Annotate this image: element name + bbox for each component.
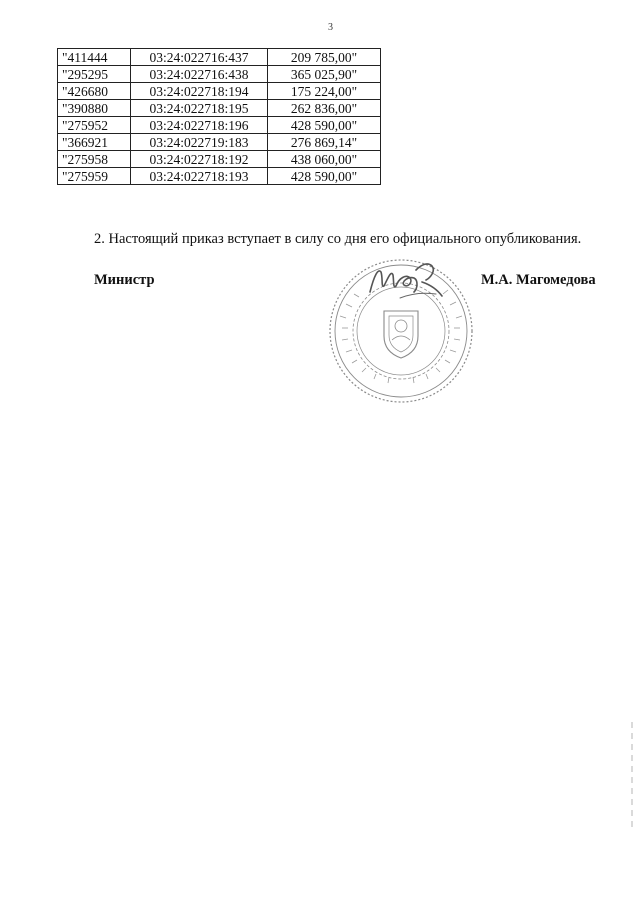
page-number: 3 — [328, 22, 333, 33]
table-row — [58, 151, 381, 168]
handwritten-signature-icon — [366, 258, 446, 304]
table-cell-id: "390880 — [58, 100, 131, 117]
table-cell-cadastral-number: 03:24:022718:195 — [131, 100, 268, 117]
table-cell-cadastral-number: 03:24:022718:193 — [131, 168, 268, 185]
table-cell-value: 262 836,00" — [268, 100, 381, 117]
table-cell-value: 428 590,00" — [268, 117, 381, 134]
cadastral-value-table — [57, 48, 381, 185]
table-row — [58, 134, 381, 151]
table-row — [58, 100, 381, 117]
table-cell-id: "426680 — [58, 83, 131, 100]
table-cell-value: 276 869,14" — [268, 134, 381, 151]
table-row — [58, 66, 381, 83]
table-cell-value: 209 785,00" — [268, 49, 381, 66]
signatory-title: Министр — [94, 272, 155, 288]
table-cell-id: "411444 — [58, 49, 131, 66]
table-cell-cadastral-number: 03:24:022718:194 — [131, 83, 268, 100]
table-cell-value: 438 060,00" — [268, 151, 381, 168]
table-row — [58, 83, 381, 100]
table-row — [58, 117, 381, 134]
table-cell-cadastral-number: 03:24:022716:437 — [131, 49, 268, 66]
table-cell-id: "295295 — [58, 66, 131, 83]
table-cell-id: "275958 — [58, 151, 131, 168]
table-cell-value: 428 590,00" — [268, 168, 381, 185]
table-cell-id: "275952 — [58, 117, 131, 134]
table-cell-value: 365 025,90" — [268, 66, 381, 83]
clause-2-text: 2. Настоящий приказ вступает в силу со дня его официального опубликования. — [94, 231, 582, 247]
table-cell-cadastral-number: 03:24:022719:183 — [131, 134, 268, 151]
table-row — [58, 49, 381, 66]
table-cell-value: 175 224,00" — [268, 83, 381, 100]
table-row — [58, 168, 381, 185]
signatory-name: М.А. Магомедова — [481, 272, 596, 288]
table-cell-cadastral-number: 03:24:022718:192 — [131, 151, 268, 168]
table-cell-id: "275959 — [58, 168, 131, 185]
scan-margin-mark — [630, 722, 634, 832]
table-cell-cadastral-number: 03:24:022716:438 — [131, 66, 268, 83]
table-cell-cadastral-number: 03:24:022718:196 — [131, 117, 268, 134]
table-cell-id: "366921 — [58, 134, 131, 151]
